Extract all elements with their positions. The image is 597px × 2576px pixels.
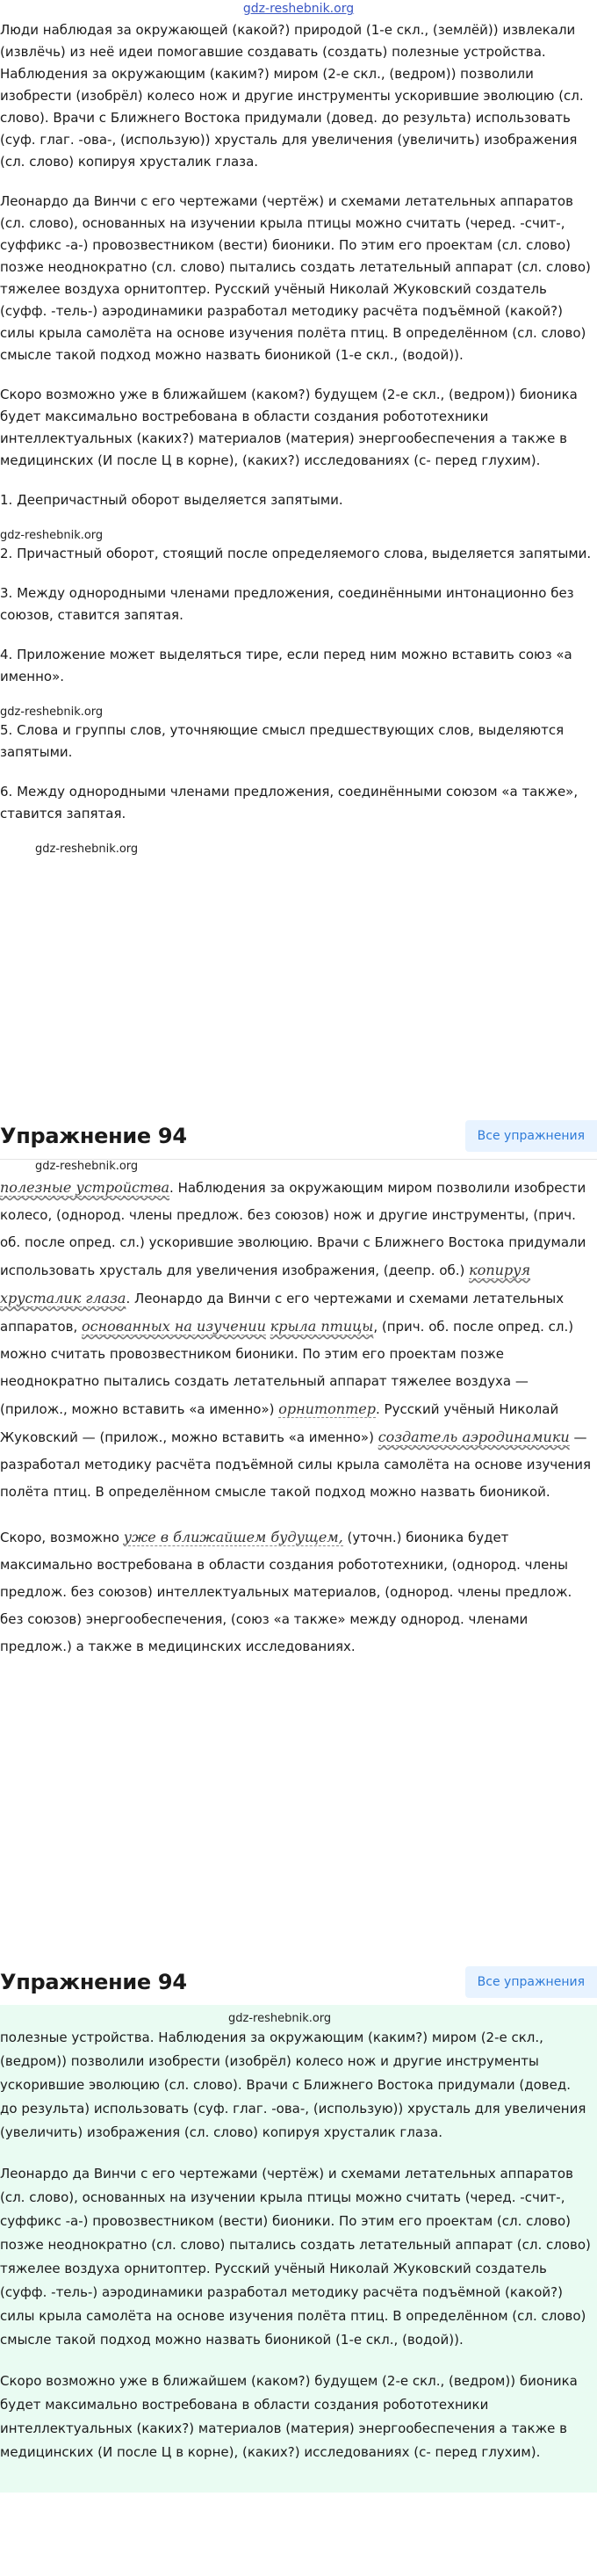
exercise-title: Упражнение 94 bbox=[0, 1124, 187, 1148]
rule-5: 5. Слова и группы слов, уточняющие смысл предшествующих слов, выделяются запятыми. bbox=[0, 722, 565, 760]
rule-3: 3. Между однородными членами предложения, соединёнными интонационно без союзов, ставится запятая. bbox=[0, 585, 574, 623]
rule-4: 4. Приложение может выделяться тире, если перед ним можно вставить союз «а именно». bbox=[0, 647, 572, 684]
watermark: gdz-reshebnik.org bbox=[35, 843, 139, 856]
paragraph-3: Скоро возможно уже в ближайшем (каком?) будущем (2-е скл., (ведром)) бионика будет максимально востребована в области создания робототехники интеллектуальных (каких?) материалов (материя) энергообеспечения а также в медицинских (И после Ц в корне), (каких?) исследованиях (с- перед глухим). bbox=[0, 387, 578, 468]
text-fragment: Скоро, возможно bbox=[0, 1530, 119, 1545]
exercise-title-2: Упражнение 94 bbox=[0, 1970, 187, 1994]
text-fragment: , (прич. об. после опред. сл.) можно считать провозвестником бионики. По этим его проектам позже неоднократно пытались создать летательный аппарат тяжелее воздуха — (прилож., можно вставить «а именно») bbox=[0, 1319, 574, 1417]
handwritten-fragment: копируя хрусталик глаза bbox=[0, 1262, 531, 1306]
green-paragraph-1: полезные устройства. Наблюдения за окружающим (каким?) миром (2-е скл., (ведром)) позволили изобрести (изобрёл) колесо нож и другие инструменты ускорившие эволюцию (сл. слово). Врачи с Ближнего Востока придумали (довед. до результа) использовать (суф. глаг. -ова-, (использую)) хрусталь для увеличения (увеличить) изображения (сл. слово) копируя хрусталик глаза. bbox=[0, 2030, 586, 2140]
watermark: gdz-reshebnik.org bbox=[35, 1160, 139, 1173]
watermark: gdz-reshebnik.org bbox=[0, 529, 104, 542]
text-fragment: . Наблюдения за окружающим миром позволили изобрести колесо, (однород. члены предлож. без союзов) нож и другие инструменты, (прич. об. после опред. сл.) ускорившие эволюцию. Врачи с Ближнего Востока придумали использовать хрусталь для увеличения изображения, (деепр. об.) bbox=[0, 1180, 586, 1278]
text-fragment: (уточн.) бионика будет максимально востребована в области создания робототехники, (однород. члены предлож. без союзов) интеллектуальных материалов, (однород. члены предлож. без союзов) энергообеспечения, (союз «а также» между однород. членами предлож.) а также в медицинских исследованиях. bbox=[0, 1530, 572, 1654]
exercise-header bbox=[0, 1113, 597, 1159]
text-fragment: . Русский учёный Николай Жуковский — (прилож., можно вставить «а именно») bbox=[0, 1401, 559, 1445]
section-handwritten-answer bbox=[0, 1160, 597, 1959]
handwritten-fragment: полезные устройства bbox=[0, 1179, 170, 1196]
watermark: gdz-reshebnik.org bbox=[0, 706, 104, 719]
handwritten-fragment: уже в ближайшем будущем, bbox=[123, 1529, 343, 1545]
all-exercises-button[interactable]: Все упражнения bbox=[465, 1120, 597, 1152]
handwritten-paragraph-2 bbox=[0, 1523, 597, 1661]
all-exercises-button-2[interactable]: Все упражнения bbox=[465, 1966, 597, 1998]
text-fragment: . Леонардо да Винчи с его чертежами и схемами летательных аппаратов, bbox=[0, 1291, 565, 1335]
handwritten-fragment: крыла птицы bbox=[270, 1318, 374, 1335]
handwritten-fragment: создатель аэродинамики bbox=[378, 1429, 570, 1445]
section-first-answer bbox=[0, 19, 597, 1113]
rule-2: 2. Причастный оборот, стоящий после определяемого слова, выделяется запятыми. bbox=[0, 546, 592, 561]
site-link[interactable]: gdz-reshebnik.org bbox=[242, 2, 355, 16]
handwritten-fragment: орнитоптер bbox=[278, 1400, 376, 1417]
rule-1: 1. Деепричастный оборот выделяется запятыми. bbox=[0, 492, 343, 508]
text-fragment: — разработал методику расчёта подъёмной силы крыла самолёта на основе изучения полёта птиц. В определённом смысле такой подход можно назвать бионикой. bbox=[0, 1429, 592, 1500]
paragraph-1: Люди наблюдая за окружающей (какой?) природой (1-е скл., (землёй)) извлекали (извлёчь) из неё идеи помогавшие создавать (создать) полезные устройства. Наблюдения за окружающим (каким?) миром (2-е скл., (ведром)) позволили изобрести (изобрёл) колесо нож и другие инструменты ускорившие эволюцию (сл. слово). Врачи с Ближнего Востока придумали (довед. до результа) использовать (суф. глаг. -ова-, (использую)) хрусталь для увеличения (увеличить) изображения (сл. слово) копируя хрусталик глаза. bbox=[0, 22, 584, 170]
handwritten-fragment: основанных на изучении bbox=[82, 1318, 266, 1335]
exercise-header-2 bbox=[0, 1959, 597, 2005]
green-paragraph-2: Леонардо да Винчи с его чертежами (чертёж) и схемами летательных аппаратов (сл. слово), основанных на изучении крыла птицы можно считать (черед. -счит-, суффикс -а-) провозвестником (вести) бионики. По этим его проектам (сл. слово) позже неоднократно (сл. слово) пытались создать летательный аппарат (сл. слово) тяжелее воздуха орнитоптер. Русский учёный Николай Жуковский создатель (суфф. -тель-) аэродинамики разработал методику расчёта подъёмной (какой?) силы крыла самолёта на основе изучения полёта птиц. В определённом (сл. слово) смысле такой подход можно назвать бионикой (1-е скл., (водой)). bbox=[0, 2166, 591, 2348]
watermark: gdz-reshebnik.org bbox=[228, 2012, 332, 2025]
green-paragraph-3: Скоро возможно уже в ближайшем (каком?) будущем (2-е скл., (ведром)) бионика будет максимально востребована в области создания робототехники интеллектуальных (каких?) материалов (материя) энергообеспечения а также в медицинских (И после Ц в корне), (каких?) исследованиях (с- перед глухим). bbox=[0, 2373, 578, 2460]
section-green-answer bbox=[0, 2005, 597, 2493]
rule-6: 6. Между однородными членами предложения, соединёнными союзом «а также», ставится запятая. bbox=[0, 784, 579, 821]
handwritten-paragraph-1 bbox=[0, 1174, 597, 1506]
paragraph-2: Леонардо да Винчи с его чертежами (чертёж) и схемами летательных аппаратов (сл. слово), основанных на изучении крыла птицы можно считать (черед. -счит-, суффикс -а-) провозвестником (вести) бионики. По этим его проектам (сл. слово) позже неоднократно (сл. слово) пытались создать летательный аппарат (сл. слово) тяжелее воздуха орнитоптер. Русский учёный Николай Жуковский создатель (суфф. -тель-) аэродинамики разработал методику расчёта подъёмной (какой?) силы крыла самолёта на основе изучения полёта птиц. В определённом (сл. слово) смысле такой подход можно назвать бионикой (1-е скл., (водой)). bbox=[0, 193, 591, 363]
